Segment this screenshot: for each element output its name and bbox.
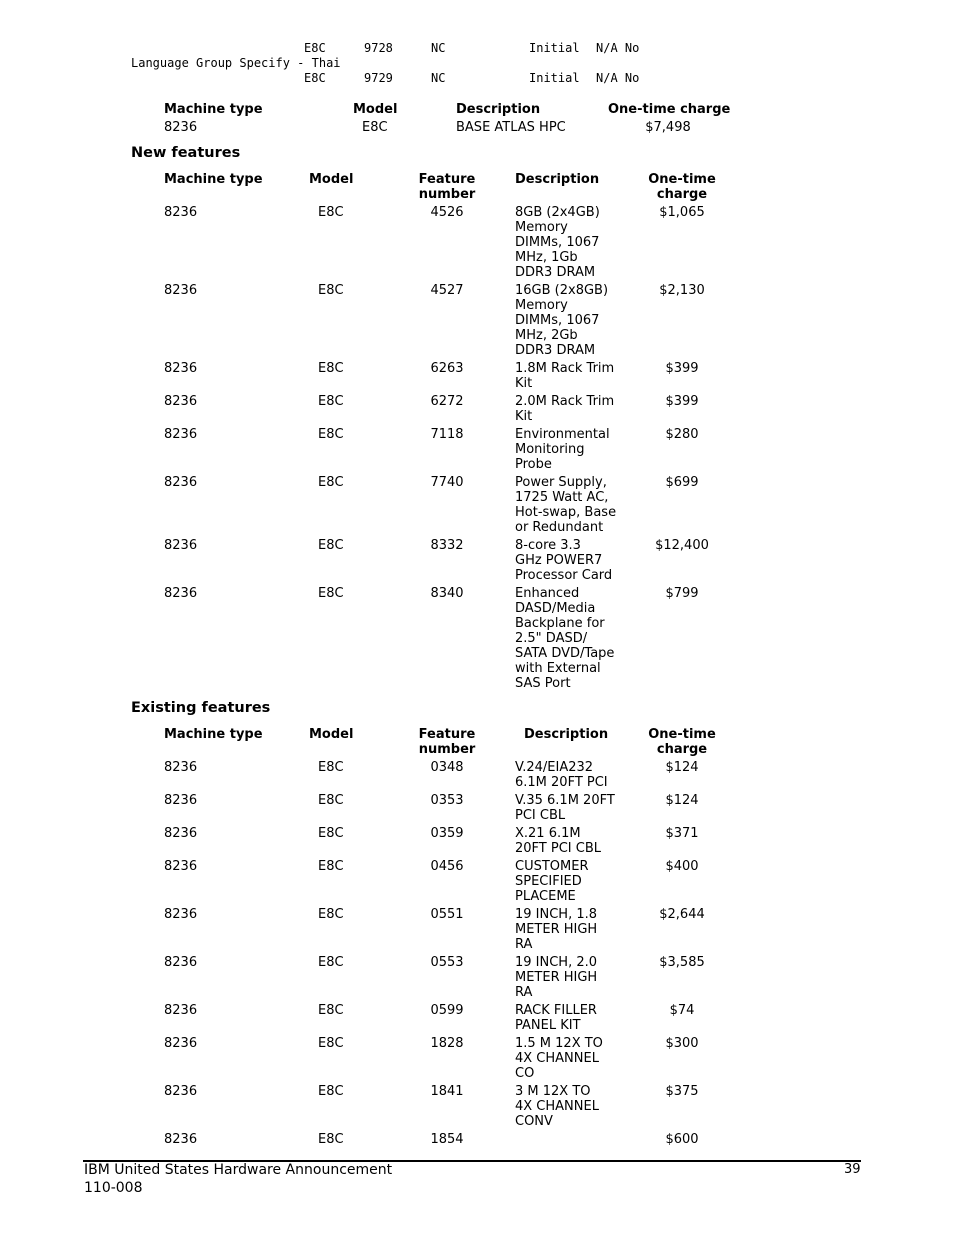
cell-charge: $2,130 xyxy=(659,283,705,298)
footer-page-number: 39 xyxy=(844,1162,861,1177)
cell-model: E8C xyxy=(318,1132,344,1147)
cell-charge: $375 xyxy=(665,1084,699,1099)
cell-model: E8C xyxy=(318,205,344,220)
cell-feature: 1854 xyxy=(430,1132,464,1147)
cell-description: 19 INCH, 2.0 METER HIGH RA xyxy=(515,955,598,1000)
cell-charge: $400 xyxy=(665,859,699,874)
top-row-2-na: N/A No xyxy=(596,71,640,85)
cell-charge: $3,585 xyxy=(659,955,705,970)
cell-charge: $12,400 xyxy=(655,538,709,553)
cell-description: 19 INCH, 1.8 METER HIGH RA xyxy=(515,907,598,952)
cell-description: 1.5 M 12X TO 4X CHANNEL CO xyxy=(515,1036,603,1081)
cell-machine-type: 8236 xyxy=(164,394,198,409)
cell-machine-type: 8236 xyxy=(164,1132,198,1147)
top-row-2-type: Initial xyxy=(529,71,580,85)
base-description: BASE ATLAS HPC xyxy=(456,120,566,135)
cell-feature: 7118 xyxy=(430,427,464,442)
cell-machine-type: 8236 xyxy=(164,907,198,922)
cell-model: E8C xyxy=(318,760,344,775)
cell-model: E8C xyxy=(318,427,344,442)
cell-charge: $124 xyxy=(665,793,699,808)
cell-model: E8C xyxy=(318,826,344,841)
nf-header-model: Model xyxy=(309,172,354,187)
cell-feature: 0599 xyxy=(430,1003,464,1018)
cell-model: E8C xyxy=(318,283,344,298)
top-row-2-model: E8C xyxy=(304,71,326,85)
cell-model: E8C xyxy=(318,475,344,490)
top-row-1-model: E8C xyxy=(304,41,326,55)
cell-machine-type: 8236 xyxy=(164,205,198,220)
ef-header-charge: One-time charge xyxy=(648,727,716,757)
ef-header-machine-type: Machine type xyxy=(164,727,263,742)
cell-feature: 8332 xyxy=(430,538,464,553)
cell-description: Power Supply, 1725 Watt AC, Hot-swap, Base or Redundant xyxy=(515,475,617,535)
cell-charge: $699 xyxy=(665,475,699,490)
base-machine-type: 8236 xyxy=(164,120,198,135)
cell-machine-type: 8236 xyxy=(164,475,198,490)
base-header-model: Model xyxy=(353,102,398,117)
cell-description: CUSTOMER SPECIFIED PLACEME xyxy=(515,859,589,904)
cell-description: 8-core 3.3 GHz POWER7 Processor Card xyxy=(515,538,613,583)
cell-feature: 6263 xyxy=(430,361,464,376)
ef-header-description: Description xyxy=(524,727,609,742)
cell-description: 3 M 12X TO 4X CHANNEL CONV xyxy=(515,1084,599,1129)
cell-description: Enhanced DASD/Media Backplane for 2.5" DASD/ SATA DVD/Tape with External SAS Port xyxy=(515,586,615,691)
cell-charge: $280 xyxy=(665,427,699,442)
base-model: E8C xyxy=(362,120,388,135)
cell-feature: 1828 xyxy=(430,1036,464,1051)
nf-header-machine-type: Machine type xyxy=(164,172,263,187)
cell-model: E8C xyxy=(318,361,344,376)
cell-description: Environmental Monitoring Probe xyxy=(515,427,610,472)
cell-charge: $124 xyxy=(665,760,699,775)
cell-feature: 0353 xyxy=(430,793,464,808)
cell-machine-type: 8236 xyxy=(164,1036,198,1051)
cell-feature: 0456 xyxy=(430,859,464,874)
cell-feature: 6272 xyxy=(430,394,464,409)
cell-machine-type: 8236 xyxy=(164,538,198,553)
base-header-machine-type: Machine type xyxy=(164,102,263,117)
cell-machine-type: 8236 xyxy=(164,793,198,808)
cell-model: E8C xyxy=(318,394,344,409)
cell-machine-type: 8236 xyxy=(164,283,198,298)
cell-charge: $2,644 xyxy=(659,907,705,922)
cell-machine-type: 8236 xyxy=(164,361,198,376)
cell-charge: $399 xyxy=(665,361,699,376)
cell-description: 8GB (2x4GB) Memory DIMMs, 1067 MHz, 1Gb DDR3 DRAM xyxy=(515,205,600,280)
cell-feature: 0348 xyxy=(430,760,464,775)
nf-header-feature: Feature number xyxy=(418,172,476,202)
cell-machine-type: 8236 xyxy=(164,427,198,442)
cell-feature: 0551 xyxy=(430,907,464,922)
cell-machine-type: 8236 xyxy=(164,1084,198,1099)
top-row-1-feature: 9728 xyxy=(364,41,393,55)
cell-charge: $300 xyxy=(665,1036,699,1051)
existing-features-heading: Existing features xyxy=(131,700,271,716)
top-row-2-feature: 9729 xyxy=(364,71,393,85)
cell-feature: 4527 xyxy=(430,283,464,298)
base-header-charge: One-time charge xyxy=(608,102,731,117)
cell-machine-type: 8236 xyxy=(164,955,198,970)
cell-machine-type: 8236 xyxy=(164,826,198,841)
cell-model: E8C xyxy=(318,1003,344,1018)
cell-model: E8C xyxy=(318,907,344,922)
top-row-2-nc: NC xyxy=(431,71,446,85)
nf-header-charge: One-time charge xyxy=(648,172,716,202)
cell-description: X.21 6.1M 20FT PCI CBL xyxy=(515,826,601,856)
footer-announcement-number: 110-008 xyxy=(84,1180,143,1196)
cell-charge: $74 xyxy=(669,1003,695,1018)
cell-model: E8C xyxy=(318,955,344,970)
base-charge: $7,498 xyxy=(645,120,691,135)
cell-feature: 7740 xyxy=(430,475,464,490)
top-row-1-na: N/A No xyxy=(596,41,640,55)
cell-feature: 0553 xyxy=(430,955,464,970)
cell-machine-type: 8236 xyxy=(164,859,198,874)
cell-description: V.35 6.1M 20FT PCI CBL xyxy=(515,793,615,823)
cell-model: E8C xyxy=(318,859,344,874)
base-header-description: Description xyxy=(456,102,541,117)
new-features-heading: New features xyxy=(131,145,241,161)
ef-header-feature: Feature number xyxy=(418,727,476,757)
cell-model: E8C xyxy=(318,793,344,808)
cell-description: 2.0M Rack Trim Kit xyxy=(515,394,615,424)
cell-machine-type: 8236 xyxy=(164,1003,198,1018)
cell-model: E8C xyxy=(318,538,344,553)
ef-header-model: Model xyxy=(309,727,354,742)
cell-charge: $371 xyxy=(665,826,699,841)
footer-publisher: IBM United States Hardware Announcement xyxy=(84,1162,393,1178)
cell-description: 1.8M Rack Trim Kit xyxy=(515,361,615,391)
cell-charge: $399 xyxy=(665,394,699,409)
top-row-2-label: Language Group Specify - Thai xyxy=(131,56,341,70)
top-row-1-type: Initial xyxy=(529,41,580,55)
cell-model: E8C xyxy=(318,1036,344,1051)
cell-description: RACK FILLER PANEL KIT xyxy=(515,1003,597,1033)
cell-feature: 0359 xyxy=(430,826,464,841)
cell-feature: 4526 xyxy=(430,205,464,220)
cell-model: E8C xyxy=(318,586,344,601)
cell-charge: $600 xyxy=(665,1132,699,1147)
cell-feature: 8340 xyxy=(430,586,464,601)
cell-description: V.24/EIA232 6.1M 20FT PCI xyxy=(515,760,608,790)
nf-header-description: Description xyxy=(515,172,600,187)
top-row-1-nc: NC xyxy=(431,41,446,55)
cell-model: E8C xyxy=(318,1084,344,1099)
cell-feature: 1841 xyxy=(430,1084,464,1099)
cell-charge: $799 xyxy=(665,586,699,601)
cell-machine-type: 8236 xyxy=(164,760,198,775)
cell-description: 16GB (2x8GB) Memory DIMMs, 1067 MHz, 2Gb DDR3 DRAM xyxy=(515,283,609,358)
cell-machine-type: 8236 xyxy=(164,586,198,601)
cell-charge: $1,065 xyxy=(659,205,705,220)
